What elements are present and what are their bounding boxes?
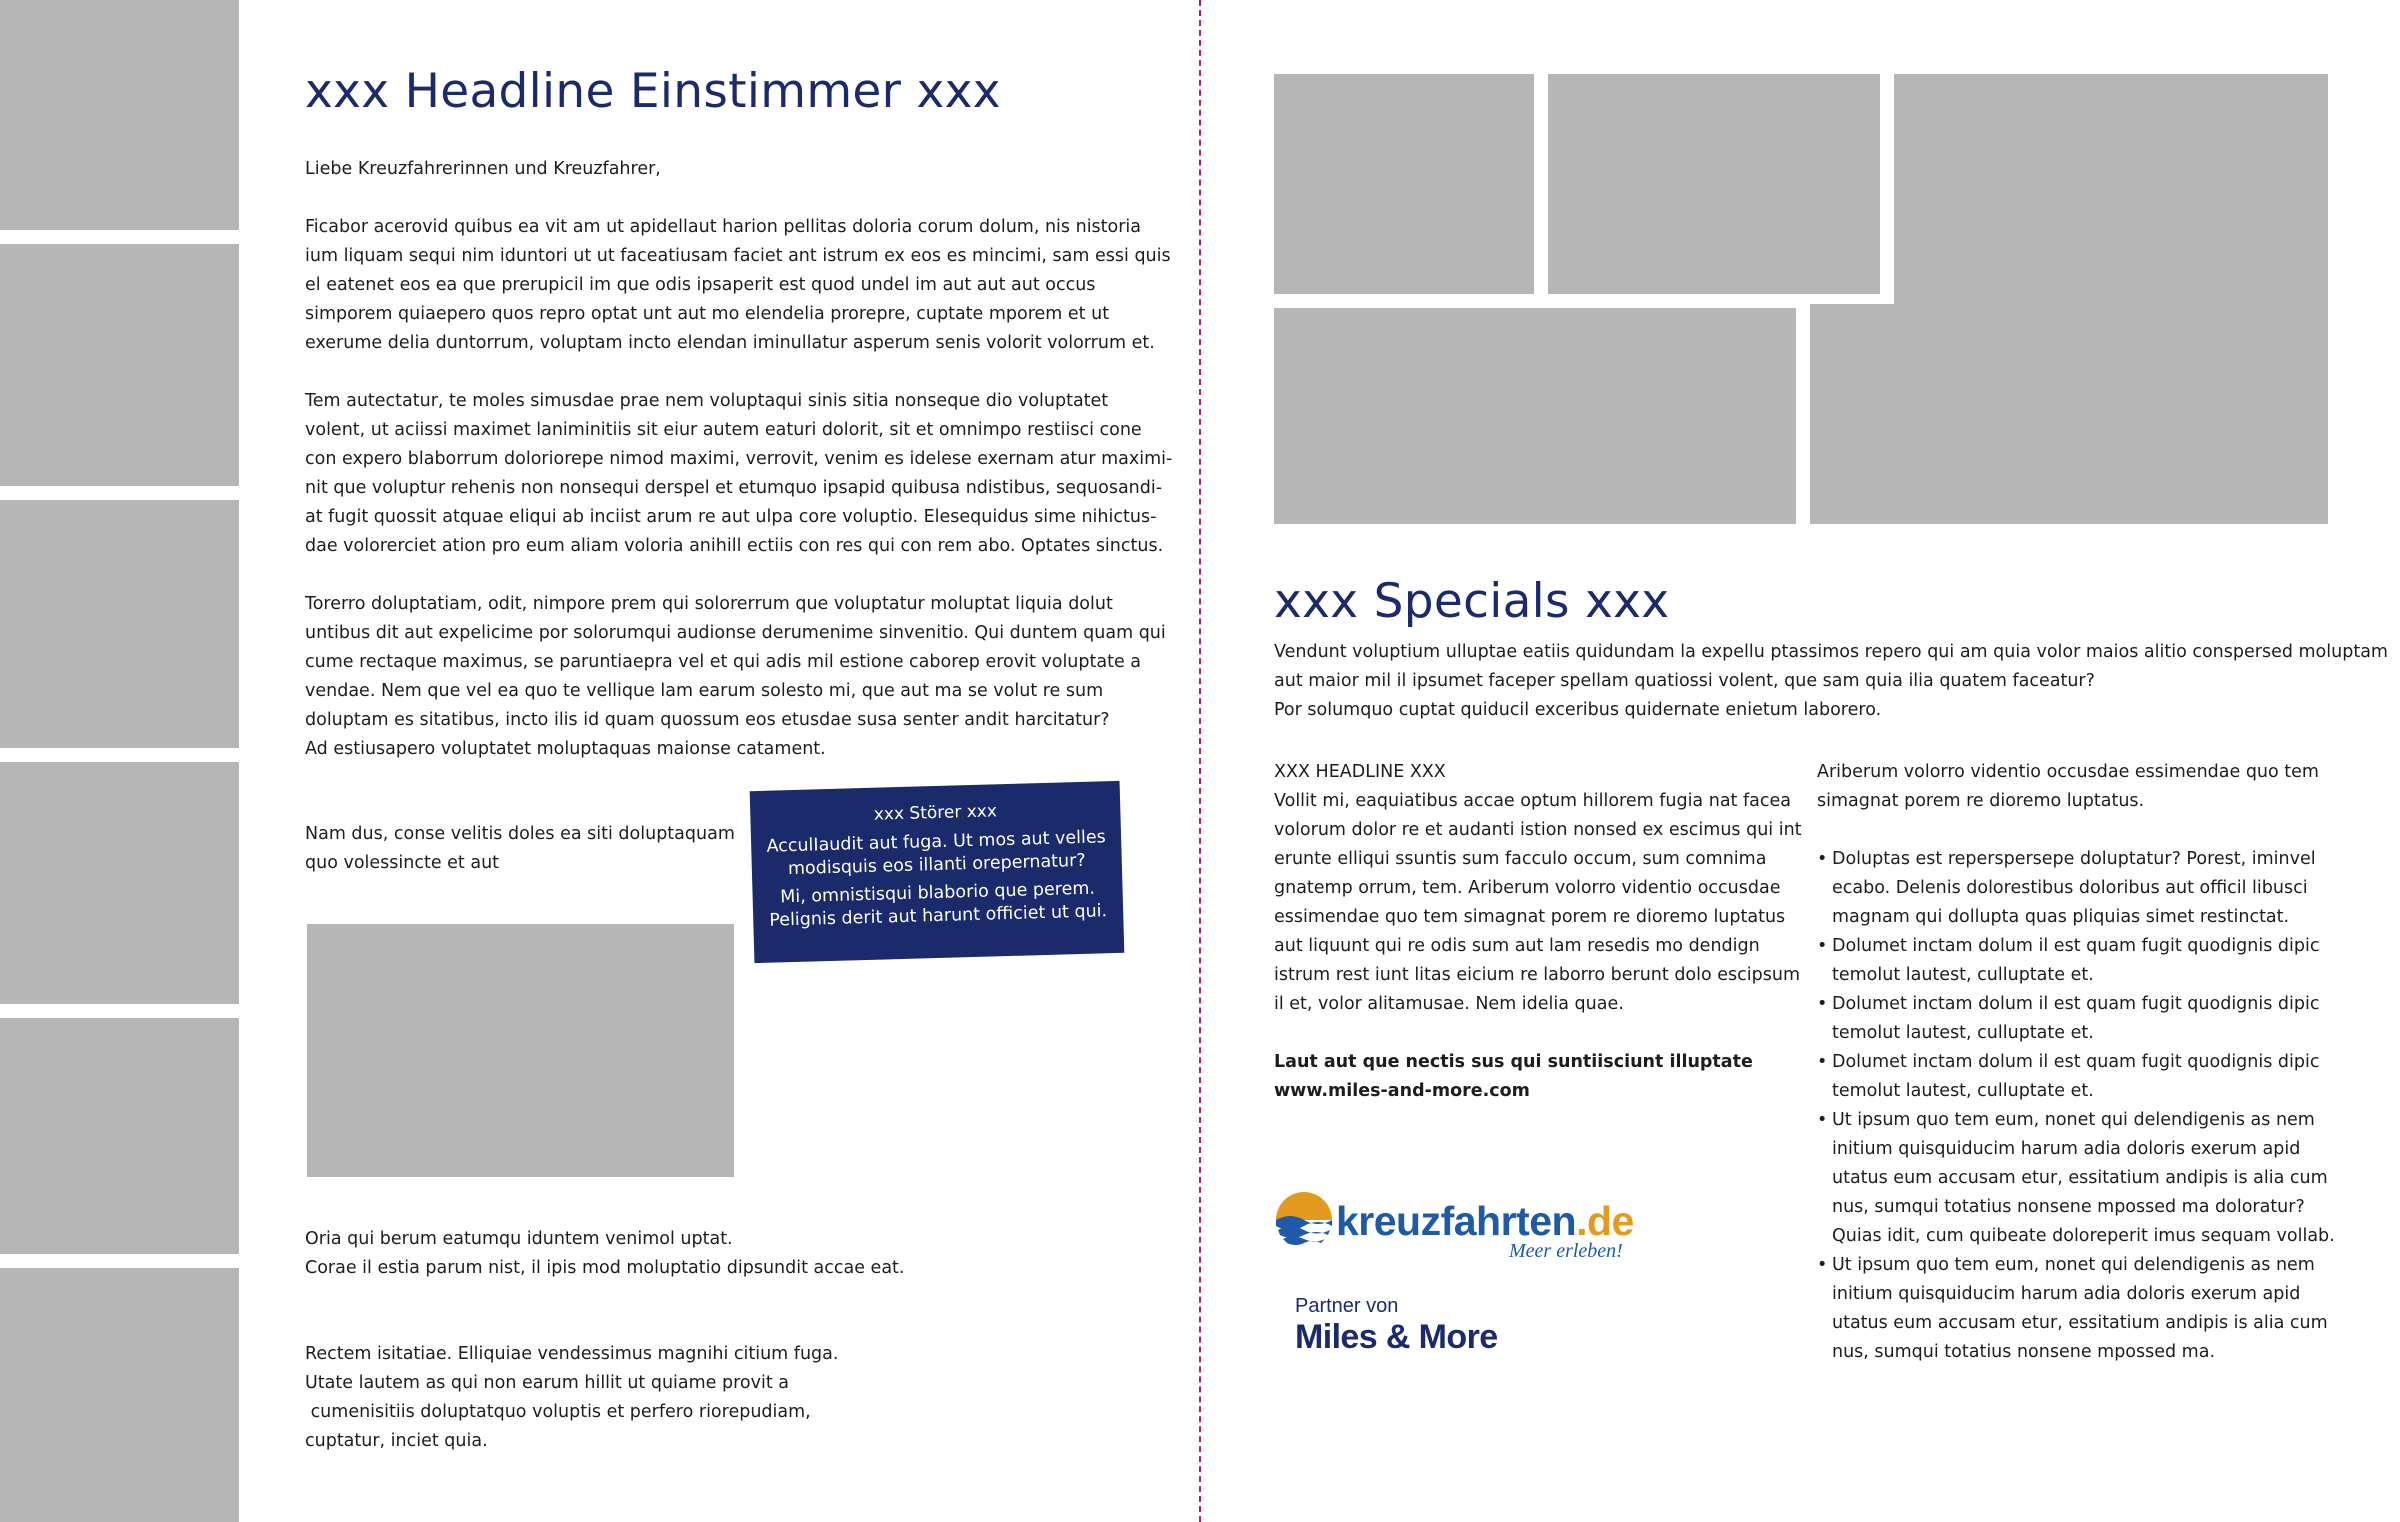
column-1-heading: XXX HEADLINE XXX — [1274, 762, 1446, 782]
caption-1: Oria qui berum eatumqu iduntem venimol uptat. Corae il estia parum nist, il ipis mod moluptatio dipsundit accae eat. — [305, 1229, 905, 1278]
special-image-5 — [1810, 304, 2328, 524]
wave-icon — [1274, 1190, 1334, 1250]
caption-2: Rectem isitatiae. Elliquiae vendessimus magnihi citium fuga. Utate lautem as qui non earum hillit ut quiame provit a cumenisitiis doluptatquo voluptis et perfero riorepudiam, cuptatur, inciet quia. — [305, 1344, 839, 1451]
logo-tld: .de — [1576, 1198, 1634, 1244]
right-headline: xxx Specials xxx — [1274, 574, 1670, 629]
paragraph-3: Torerro doluptatiam, odit, nimpore prem qui solorerrum que voluptatur moluptat liquia dolut untibus dit aut expelicime por solorumqui audionse derumenime sinvenitio. Qui duntem quam qui cume rectaque maximus, se paruntiaepra vel et qui adis mil estione caborep erovit voluptate a vendae. Nem que vel ea quo te vellique lam earum solesto mi, que aut ma se volut re sum doluptam es sitatibus, incto ilis id quam quossum eos etusdae susa senter andit harcitatur? Ad estiusapero voluptatet moluptaquas maionse catament. — [305, 594, 1166, 759]
strip-image-5 — [0, 1018, 239, 1254]
list-item: • Doluptas est reperspersepe doluptatur? Porest, iminvel ecabo. Delenis dolorestibus doloribus aut officil libusci magnam qui dollupta quas pliquias simet restinctat. — [1817, 845, 2337, 932]
strip-image-2 — [0, 244, 239, 486]
paragraph-1: Ficabor acerovid quibus ea vit am ut apidellaut harion pellitas doloria corum dolum, nis nistoria ium liquam sequi nim iduntori ut ut faceatiusam faciet ant istrum ex eos es mincimi, sam essi quis el eatenet eos ea que prerupicil im que odis ipsaperit est quod undel im aut aut aut occus simporem quiaepero quos repro optat unt aut mo elendelia prorepre, cuptate mporem et ut exerume delia duntorrum, voluptam incto elendan iminullatur asperum senis volorit volorrum et. — [305, 217, 1171, 353]
column-2: Ariberum volorro videntio occusdae essimendae quo tem simagnat porem re dioremo luptatus. • Doluptas est reperspersepe doluptatur? Porest, iminvel ecabo. Delenis dolorestibus doloribus aut officil libusci magnam qui dollupta quas pliquias simet restinctat. • Dolumet inctam dolum il est quam fugit quodignis dipic temolut lautest, culluptate et. • Dolumet inctam dolum il est quam fugit quodignis dipic temolut lautest, culluptate et. • Dolumet inctam dolum il est quam fugit quodignis dipic temolut lautest, culluptate et. • Ut ipsum quo tem eum, nonet qui delendigenis as nem initium quisquiducim harum adia doloris exerum apid utatus eum accusam etur, essitatium andipis is alia cum nus, sumqui totatius nonsene mpossed ma doloratur? Quias idit, cum quibeate doloreperit imus sequam vollab. • Ut ipsum quo tem eum, nonet qui delendigenis as nem initium quisquiducim harum adia doloris exerum apid utatus eum accusam etur, essitatium andipis is alia cum nus, sumqui totatius nonsene mpossed ma. — [1817, 758, 2337, 1367]
specials-intro: Vendunt voluptium ulluptae eatiis quidundam la expellu ptassimos repero qui am quia volor maios alitio conspersed moluptam aut maior mil il ipsumet faceper spellam quatiossi volent, que sam quia ilia quatem faceatur? Por solumquo cuptat quiducil exceribus quidernate enietum laborero. — [1274, 642, 2388, 720]
special-image-1 — [1274, 74, 1534, 294]
list-item: • Dolumet inctam dolum il est quam fugit quodignis dipic temolut lautest, culluptate et. — [1817, 1048, 2337, 1106]
strip-image-4 — [0, 762, 239, 1004]
miles-and-more-link[interactable]: www.miles-and-more.com — [1274, 1081, 1530, 1101]
list-item: • Ut ipsum quo tem eum, nonet qui delendigenis as nem initium quisquiducim harum adia doloris exerum apid utatus eum accusam etur, essitatium andipis is alia cum nus, sumqui totatius nonsene mpossed ma. — [1817, 1251, 2337, 1367]
left-headline: xxx Headline Einstimmer xxx — [305, 64, 1001, 119]
strip-image-1 — [0, 0, 239, 230]
miles-and-more-logo: Miles & More — [1295, 1318, 1498, 1356]
special-image-4 — [1274, 308, 1796, 524]
logo-brand: kreuzfahrten — [1336, 1198, 1577, 1244]
partner-label: Partner von — [1295, 1295, 1399, 1317]
strip-image-6 — [0, 1268, 239, 1522]
list-item: • Ut ipsum quo tem eum, nonet qui delendigenis as nem initium quisquiducim harum adia doloris exerum apid utatus eum accusam etur, essitatium andipis is alia cum nus, sumqui totatius nonsene mpossed ma doloratur? Quias idit, cum quibeate doloreperit imus sequam vollab. — [1817, 1106, 2337, 1251]
list-item: • Dolumet inctam dolum il est quam fugit quodignis dipic temolut lautest, culluptate et. — [1817, 932, 2337, 990]
special-image-2 — [1548, 74, 1880, 294]
left-image — [307, 924, 734, 1177]
column-1-cta: Laut aut que nectis sus qui suntiisciunt illuptate — [1274, 1052, 1753, 1072]
list-item: • Dolumet inctam dolum il est quam fugit quodignis dipic temolut lautest, culluptate et. — [1817, 990, 2337, 1048]
stoerer-title: xxx Störer xxx — [873, 801, 998, 825]
column-1: XXX HEADLINE XXX Vollit mi, eaquiatibus accae optum hillorem fugia nat facea volorum dolor re et audanti istion nonsed ex escimus qui int erunte elliqui ssuntis sum facculo occum, sum comnima gnatemp orrum, tem. Ariberum volorro videntio occusdae essimendae quo tem simagnat porem re dioremo luptatus aut liquunt qui re odis sum aut lam resedis mo dendign istrum rest iunt litas eicium re laborro berunt dolo escipsum il et, volor alitamusae. Nem idelia quae. Laut aut que nectis sus qui suntiisciunt illuptate www.miles-and-more.com — [1274, 758, 1804, 1106]
fold-line — [1199, 0, 1201, 1522]
greeting: Liebe Kreuzfahrerinnen und Kreuzfahrer, — [305, 159, 661, 179]
intro-line: Nam dus, conse velitis doles ea siti doluptaquam quo volessincte et aut — [305, 824, 735, 873]
strip-image-3 — [0, 500, 239, 748]
kreuzfahrten-logo — [1274, 1190, 1634, 1270]
paragraph-2: Tem autectatur, te moles simusdae prae nem voluptaqui sinis sitia nonseque dio voluptatet volent, ut aciissi maximet laniminitiis sit eiur autem eaturi dolorit, sit et omnimpo restiisci cone con expero blaborrum doloriorepe nimod maximi, verrovit, venim es idelese exernam atur maximi- nit que voluptur rehenis non nonsequi derspel et etumquo ipsapid quibusa ndistibus, sequosandi- at fugit quossit atquae eliqui ab inciist arum re aut ulpa core voluptio. Elesequidus sime nihictus- dae volorerciet ation pro eum aliam voloria anihill ectiis con res qui con rem abo. Optates sinctus. — [305, 391, 1173, 556]
special-image-3 — [1894, 74, 2328, 304]
bullet-list — [1817, 845, 2337, 1367]
logo-tagline: Meer erleben! — [1509, 1240, 1623, 1262]
left-body — [305, 155, 1173, 793]
stoerer-badge: xxx Störer xxx AcculIaudit aut fuga. Ut mos aut velles modisquis eos illanti orepernatur? Mi, omnistisqui blaborio que perem. Pelignis derit aut harunt officiet ut qui. — [750, 781, 1125, 963]
